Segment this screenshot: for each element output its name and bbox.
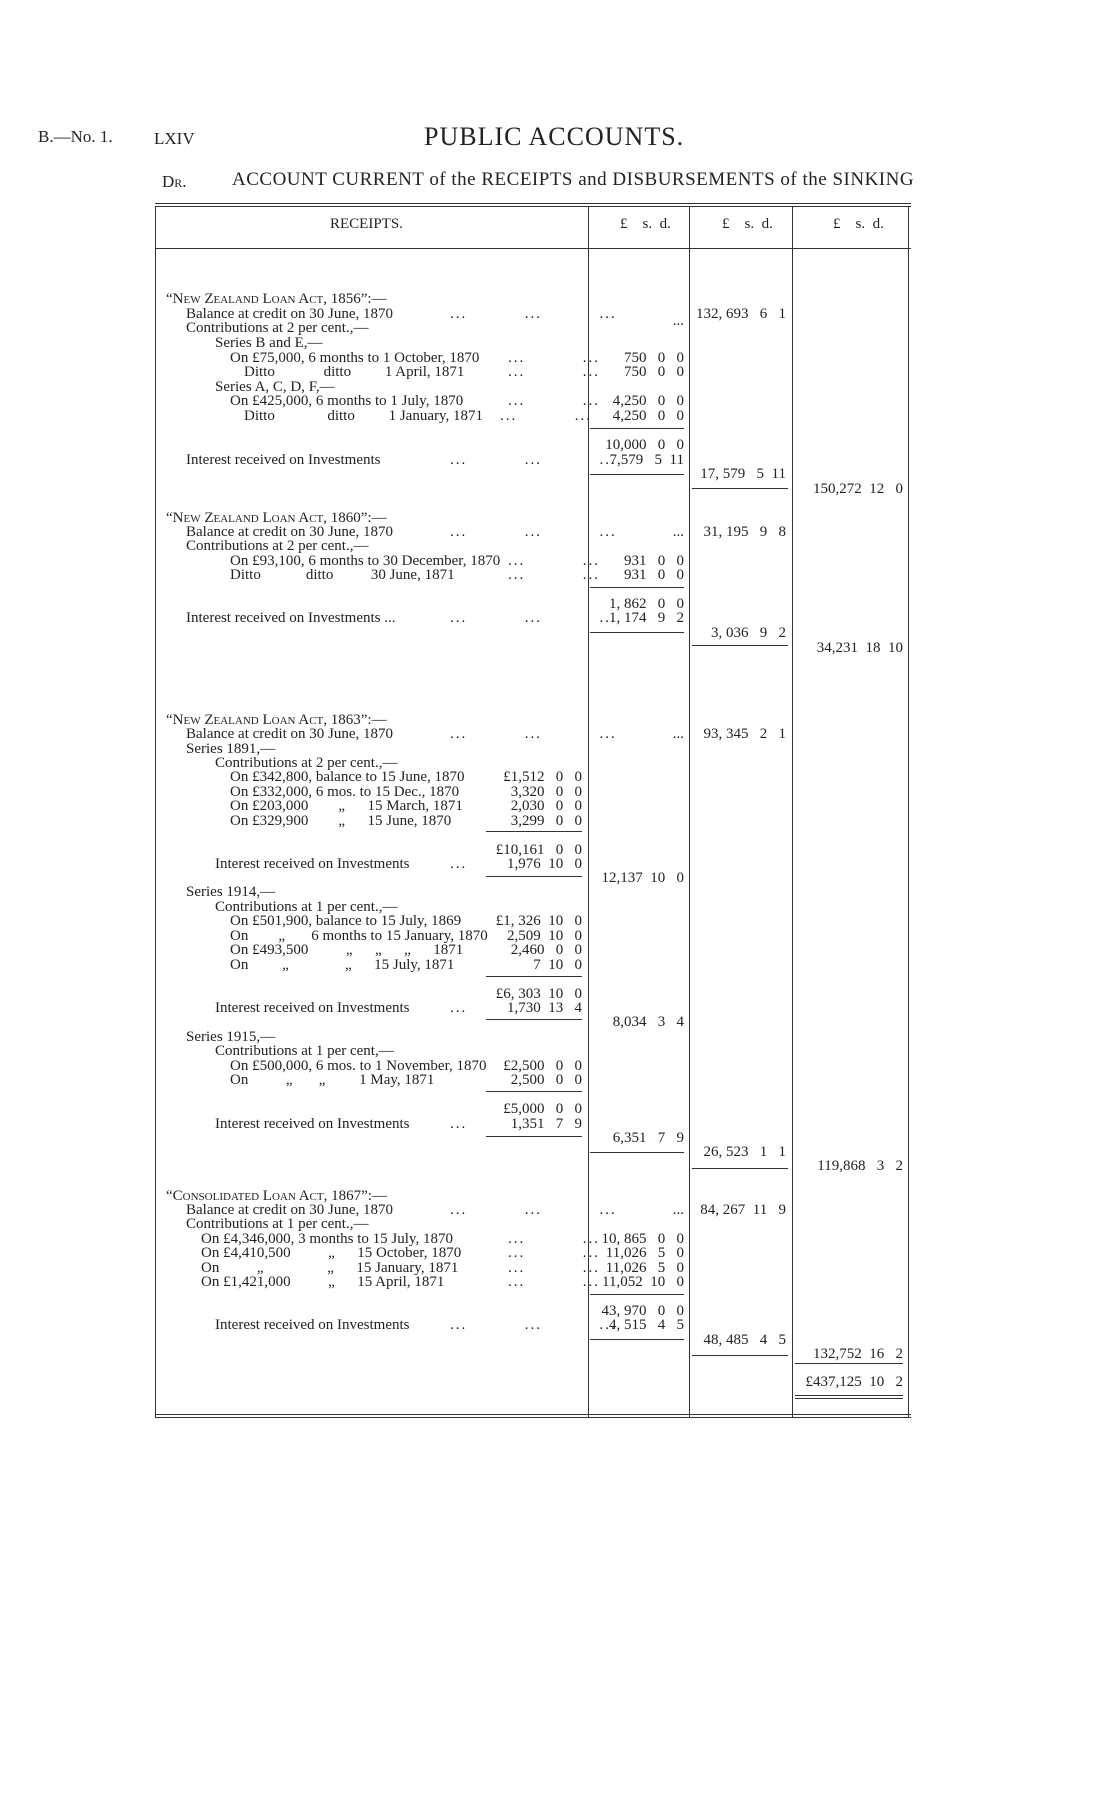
page-title: PUBLIC ACCOUNTS. — [424, 122, 685, 151]
col2-amount: 48, 485 4 5 — [703, 1332, 786, 1348]
col1-amount: 11,026 5 0 — [605, 1260, 684, 1276]
col3-amount: £437,125 10 2 — [805, 1374, 903, 1390]
col2-amount: 84, 267 11 9 — [700, 1202, 786, 1218]
dot-leader: ... ... ... — [450, 726, 617, 742]
receipt-line: On £203,000 „ 15 March, 1871 — [230, 798, 463, 814]
col1-amount: ... — [672, 1202, 684, 1218]
col3-amount: 119,868 3 2 — [817, 1158, 903, 1174]
receipt-line: Ditto ditto 30 June, 1871 — [230, 567, 455, 583]
col-divider-2 — [689, 206, 690, 1417]
col3-amount: 34,231 18 10 — [816, 640, 903, 656]
header-rule — [155, 248, 911, 249]
col1-amount: 1, 862 0 0 — [609, 596, 684, 612]
receipt-line: On £501,900, balance to 15 July, 1869 — [230, 913, 462, 929]
sum-rule — [692, 1168, 788, 1169]
dot-leader: ... — [450, 1116, 468, 1132]
receipt-line: Contributions at 2 per cent.,— — [186, 320, 369, 336]
account-subtitle: ACCOUNT CURRENT of the RECEIPTS and DISBURSEMENTS of the SINKING — [232, 169, 915, 190]
receipt-line: Series B and E,— — [215, 335, 323, 351]
act-heading: “New Zealand Loan Act, 1860”:— — [166, 510, 387, 526]
sum-rule — [590, 428, 684, 429]
col1-amount: ... — [672, 313, 684, 329]
receipt-line: Interest received on Investments — [215, 856, 410, 872]
dot-leader: ... ... ... — [450, 306, 617, 322]
receipt-line: Balance at credit on 30 June, 1870 — [186, 306, 394, 322]
col1-amount: 11,052 10 0 — [602, 1274, 684, 1290]
receipt-line: On £75,000, 6 months to 1 October, 1870 — [230, 350, 480, 366]
col1-amount: 8,034 3 4 — [612, 1014, 684, 1030]
receipt-line: Interest received on Investments — [215, 1116, 410, 1132]
receipts-header: RECEIPTS. — [330, 216, 403, 232]
receipt-line: On £425,000, 6 months to 1 July, 1870 — [230, 393, 464, 409]
col2-amount: 31, 195 9 8 — [703, 524, 786, 540]
right-border — [908, 206, 909, 1417]
col1-amount: 10, 865 0 0 — [601, 1231, 684, 1247]
inner-amount: 1,351 7 9 — [510, 1116, 582, 1132]
col1-amount: ... — [672, 524, 684, 540]
act-heading: “New Zealand Loan Act, 1863”:— — [166, 712, 387, 728]
dot-leader: ... ... ... — [450, 610, 617, 626]
col2-amount: 17, 579 5 11 — [700, 466, 786, 482]
dot-leader: ... ... — [508, 553, 600, 569]
receipt-line: Balance at credit on 30 June, 1870 — [186, 726, 394, 742]
receipt-line: Contributions at 1 per cent.,— — [186, 1216, 369, 1232]
col1-amount: 4, 515 4 5 — [609, 1317, 684, 1333]
sum-rule — [590, 1152, 684, 1153]
receipt-line: On „ „ 1 May, 1871 — [230, 1072, 435, 1088]
receipt-line: On £342,800, balance to 15 June, 1870 — [230, 769, 465, 785]
col-divider-3 — [792, 206, 793, 1417]
sum-rule — [795, 1395, 903, 1396]
receipt-line: On £4,410,500 „ 15 October, 1870 — [201, 1245, 462, 1261]
col3-amount: 150,272 12 0 — [813, 481, 903, 497]
inner-amount: 7 10 0 — [533, 957, 582, 973]
inner-amount: 1,730 13 4 — [507, 1000, 582, 1016]
inner-amount: £10,161 0 0 — [495, 842, 582, 858]
receipt-line: Contributions at 1 per cent,— — [215, 1043, 394, 1059]
receipt-line: On £4,346,000, 3 months to 15 July, 1870 — [201, 1231, 453, 1247]
col1-amount: 43, 970 0 0 — [601, 1303, 684, 1319]
table-bottom-rule-2 — [155, 1417, 911, 1418]
receipt-line: Interest received on Investments ... — [186, 610, 396, 626]
col1-amount: 11,026 5 0 — [605, 1245, 684, 1261]
inner-amount: £5,000 0 0 — [503, 1101, 582, 1117]
page-number: LXIV — [154, 129, 195, 148]
col2-header: £ s. d. — [722, 216, 773, 232]
receipt-line: Interest received on Investments — [215, 1000, 410, 1016]
sum-rule — [590, 1339, 684, 1340]
sum-rule — [486, 876, 582, 877]
dot-leader: ... ... — [508, 567, 600, 583]
inner-amount: £6, 303 10 0 — [495, 986, 582, 1002]
receipt-line: Series 1891,— — [186, 741, 276, 757]
dot-leader: ... ... ... — [450, 1317, 617, 1333]
receipt-line: Interest received on Investments — [215, 1317, 410, 1333]
inner-amount: 2,460 0 0 — [510, 942, 582, 958]
left-border — [155, 206, 156, 1417]
col1-amount: 750 0 0 — [624, 350, 684, 366]
document-ref: B.—No. 1. — [38, 127, 113, 146]
col1-amount: 1, 174 9 2 — [609, 610, 684, 626]
receipt-line: On „ 6 months to 15 January, 1870 — [230, 928, 488, 944]
sum-rule — [486, 1136, 582, 1137]
sum-rule — [795, 1363, 903, 1364]
col1-amount: 12,137 10 0 — [601, 870, 684, 886]
receipt-line: Contributions at 2 per cent.,— — [186, 538, 369, 554]
col1-amount: 750 0 0 — [624, 364, 684, 380]
col2-amount: 93, 345 2 1 — [703, 726, 786, 742]
act-heading: “Consolidated Loan Act, 1867”:— — [166, 1188, 387, 1204]
sum-rule — [795, 1398, 903, 1399]
col1-amount: 10,000 0 0 — [605, 437, 684, 453]
col1-amount: 7,579 5 11 — [609, 452, 684, 468]
col1-amount: 931 0 0 — [624, 567, 684, 583]
sum-rule — [590, 632, 684, 633]
inner-amount: £1, 326 10 0 — [495, 913, 582, 929]
dot-leader: ... ... — [508, 1245, 600, 1261]
inner-amount: 2,500 0 0 — [510, 1072, 582, 1088]
dot-leader: ... ... — [508, 1274, 600, 1290]
sum-rule — [692, 1355, 788, 1356]
sum-rule — [692, 645, 788, 646]
col1-amount: ... — [672, 726, 684, 742]
dot-leader: ... ... — [508, 393, 600, 409]
sum-rule — [486, 976, 582, 977]
receipt-line: Series 1914,— — [186, 884, 276, 900]
sum-rule — [590, 474, 684, 475]
inner-amount: £2,500 0 0 — [503, 1058, 582, 1074]
sum-rule — [590, 1294, 684, 1295]
col1-amount: 6,351 7 9 — [612, 1130, 684, 1146]
receipt-line: Ditto ditto 1 January, 1871 — [244, 408, 484, 424]
inner-amount: 3,320 0 0 — [510, 784, 582, 800]
receipt-line: Balance at credit on 30 June, 1870 — [186, 1202, 394, 1218]
sum-rule — [692, 488, 788, 489]
receipt-line: Interest received on Investments — [186, 452, 381, 468]
receipt-line: On £332,000, 6 mos. to 15 Dec., 1870 — [230, 784, 460, 800]
inner-amount: 2,030 0 0 — [510, 798, 582, 814]
receipt-line: On £329,900 „ 15 June, 1870 — [230, 813, 452, 829]
receipt-line: On £493,500 „ „ „ 1871 — [230, 942, 464, 958]
sum-rule — [486, 831, 582, 832]
inner-amount: 1,976 10 0 — [507, 856, 582, 872]
receipt-line: On „ „ 15 July, 1871 — [230, 957, 455, 973]
col2-amount: 26, 523 1 1 — [703, 1144, 786, 1160]
receipt-line: On £93,100, 6 months to 30 December, 1870 — [230, 553, 501, 569]
inner-amount: 3,299 0 0 — [510, 813, 582, 829]
receipt-line: Series 1915,— — [186, 1029, 276, 1045]
receipt-line: On £500,000, 6 mos. to 1 November, 1870 — [230, 1058, 487, 1074]
table-bottom-rule — [155, 1414, 911, 1415]
dot-leader: ... ... ... — [450, 524, 617, 540]
col1-amount: 4,250 0 0 — [612, 408, 684, 424]
receipt-line: Ditto ditto 1 April, 1871 — [244, 364, 465, 380]
dot-leader: ... ... ... — [450, 1202, 617, 1218]
dot-leader: ... ... ... — [450, 452, 617, 468]
receipt-line: Contributions at 2 per cent.,— — [215, 755, 398, 771]
dot-leader: ... — [450, 856, 468, 872]
col1-amount: 4,250 0 0 — [612, 393, 684, 409]
receipt-line: On „ „ 15 January, 1871 — [201, 1260, 459, 1276]
receipt-line: Balance at credit on 30 June, 1870 — [186, 524, 394, 540]
sum-rule — [486, 1091, 582, 1092]
debit-label: Dr. — [162, 172, 187, 191]
dot-leader: ... ... — [508, 364, 600, 380]
table-top-rule — [155, 203, 911, 204]
dot-leader: ... ... — [508, 1231, 600, 1247]
dot-leader: ... ... — [500, 408, 592, 424]
receipt-line: On £1,421,000 „ 15 April, 1871 — [201, 1274, 445, 1290]
sum-rule — [590, 587, 684, 588]
dot-leader: ... — [450, 1000, 468, 1016]
table-top-rule-2 — [155, 206, 911, 207]
dot-leader: ... ... — [508, 1260, 600, 1276]
receipt-line: Series A, C, D, F,— — [215, 379, 335, 395]
inner-amount: 2,509 10 0 — [507, 928, 582, 944]
dot-leader: ... ... — [508, 350, 600, 366]
sum-rule — [486, 1019, 582, 1020]
col2-amount: 3, 036 9 2 — [711, 625, 786, 641]
act-heading: “New Zealand Loan Act, 1856”:— — [166, 291, 387, 307]
col1-header: £ s. d. — [620, 216, 671, 232]
col1-amount: 931 0 0 — [624, 553, 684, 569]
receipt-line: Contributions at 1 per cent.,— — [215, 899, 398, 915]
col3-header: £ s. d. — [833, 216, 884, 232]
col2-amount: 132, 693 6 1 — [696, 306, 786, 322]
col3-amount: 132,752 16 2 — [813, 1346, 903, 1362]
inner-amount: £1,512 0 0 — [503, 769, 582, 785]
